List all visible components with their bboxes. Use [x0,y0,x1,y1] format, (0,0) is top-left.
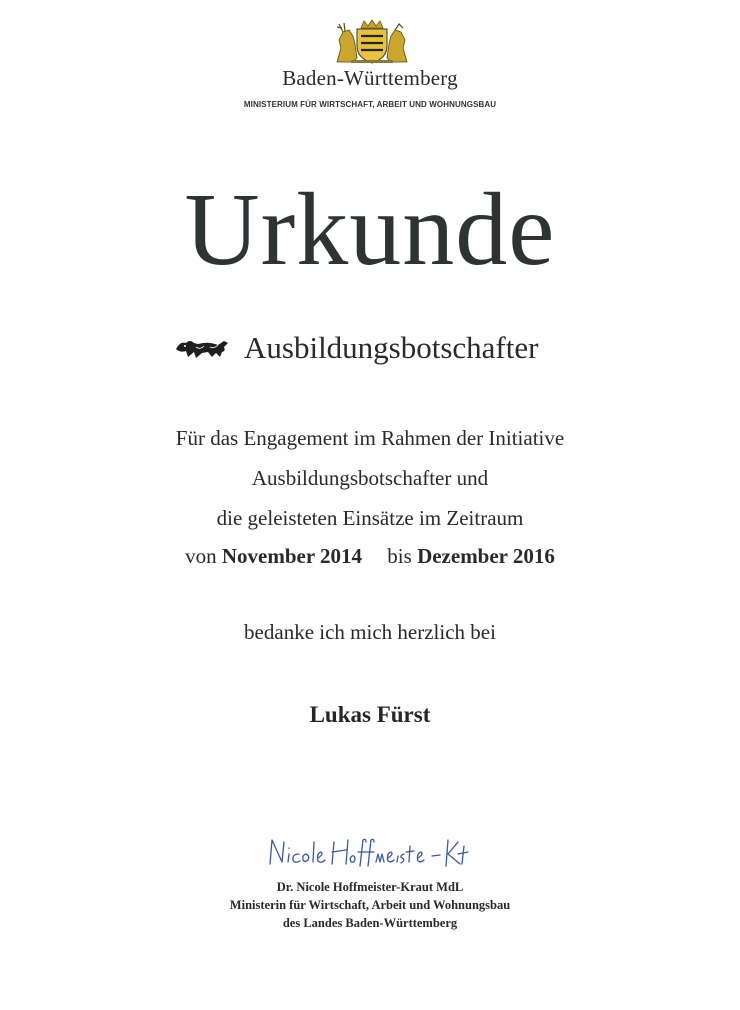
body-line-1: Für das Engagement im Rahmen der Initiative [175,426,565,450]
body-line-3: die geleisteten Einsätze im Zeitraum [216,506,524,530]
signer-name: Dr. Nicole Hoffmeister-Kraut MdL [276,880,464,894]
handwritten-signature [262,832,472,874]
to-label: bis [387,544,412,568]
thanks-line: bedanke ich mich herzlich bei [244,620,496,644]
signer-state: des Landes Baden-Württemberg [282,916,458,930]
ministry-name: MINISTERIUM FÜR WIRTSCHAFT, ARBEIT UND WOHNUNGSBAU [243,100,497,109]
signer-role: Ministerin für Wirtschaft, Arbeit und Wohnungsbau [229,898,511,912]
to-date: Dezember 2016 [417,544,555,568]
from-label: von [185,544,217,568]
lion-icon [174,335,230,361]
program-heading [174,328,594,368]
coat-of-arms-icon [333,18,411,64]
body-line-2: Ausbildungsbotschafter und [251,466,489,490]
recipient-name: Lukas Fürst [309,702,431,727]
period-line [0,544,740,569]
from-date: November 2014 [221,544,363,568]
program-name: Ausbildungsbotschafter [244,330,539,365]
state-name: Baden-Württemberg [282,66,458,90]
certificate-title: Urkunde [184,172,556,287]
